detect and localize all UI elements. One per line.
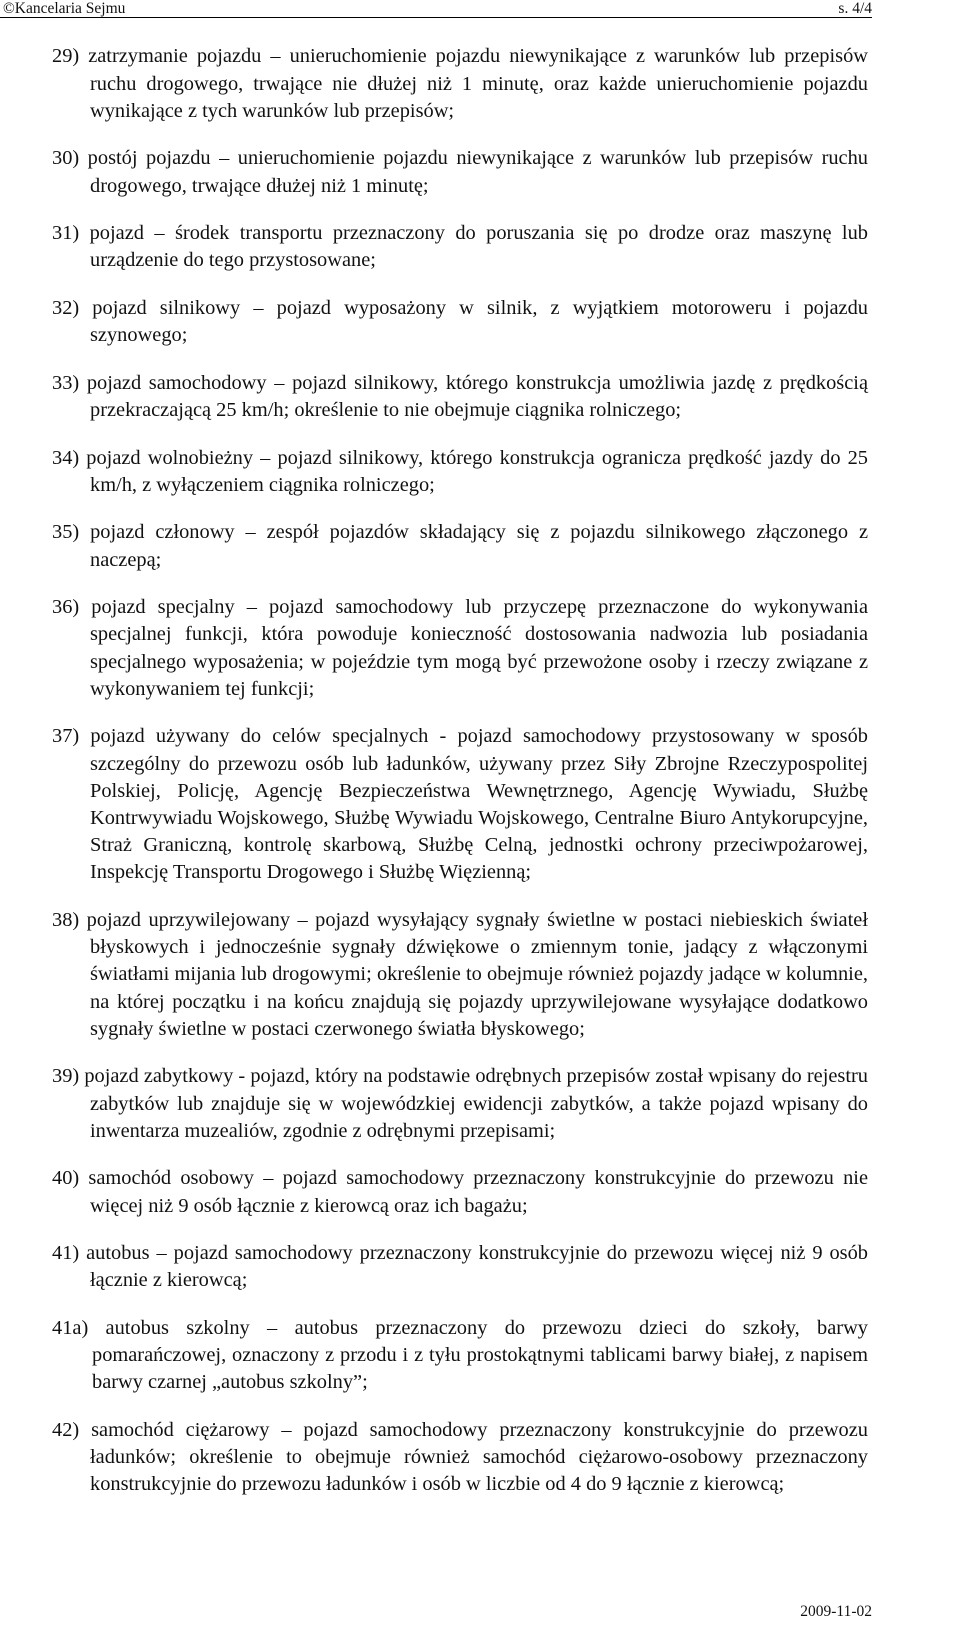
header-page-number: s. 4/4 [838,0,872,17]
definition-item-42: 42) samochód ciężarowy – pojazd samochodowy przeznaczony konstrukcyjnie do przewozu ładunków; określenie to obejmuje również samochód ciężarowo-osobowy przeznaczony konstrukcyjnie do przewozu ładunków i osób w liczbie od 4 do 9 łącznie z kierowcą; [52,1418,868,1496]
definition-item-33: 33) pojazd samochodowy – pojazd silnikowy, którego konstrukcja umożliwia jazdę z prędkością przekraczającą 25 km/h; określenie to nie obejmuje ciągnika rolniczego; [52,371,868,421]
definition-item-37: 37) pojazd używany do celów specjalnych - pojazd samochodowy przystosowany w sposób szczególny do przewozu osób lub ładunków, używany przez Siły Zbrojne Rzeczypospolitej Polskiej, Policję, Agencję Bezpieczeństwa Wewnętrznego, Agencję Wywiadu, Służbę Kontrwywiadu Wojskowego, Służbę Wywiadu Wojskowego, Centralne Biuro Antykorupcyjne, Straż Graniczną, kontrolę skarbową, Służbę Celną, jednostki ochrony przeciwpożarowej, Inspekcję Transportu Drogowego i Służbę Więzienną; [52,725,868,884]
header-divider [0,17,872,18]
definition-item-41: 41) autobus – pojazd samochodowy przeznaczony konstrukcyjnie do przewozu więcej niż 9 osób łącznie z kierowcą; [52,1242,868,1292]
definition-item-38: 38) pojazd uprzywilejowany – pojazd wysyłający sygnały świetlne w postaci niebieskich świateł błyskowych i jednocześnie sygnały dźwiękowe o zmiennym tonie, jadący z włączonymi światłami mijania lub drogowymi; określenie to obejmuje również pojazdy jadące w kolumnie, na której początku i na końcu znajdują się pojazdy uprzywilejowane wysyłające dodatkowo sygnały świetlne w postaci czerwonego światła błyskowego; [52,908,868,1040]
page-header [0,0,960,20]
definition-item-35: 35) pojazd członowy – zespół pojazdów składający się z pojazdu silnikowego złączonego z naczepą; [52,521,868,571]
definition-item-41a: 41a) autobus szkolny – autobus przeznaczony do przewozu dzieci do szkoły, barwy pomarańczowej, oznaczony z przodu i z tyłu prostokątnymi tablicami barwy białej, z napisem barwy czarnej „autobus szkolny”; [52,1316,868,1394]
header-publisher: ©Kancelaria Sejmu [3,0,126,17]
definition-item-39: 39) pojazd zabytkowy - pojazd, który na podstawie odrębnych przepisów został wpisany do rejestru zabytków lub znajduje się w wojewódzkiej ewidencji zabytków, a także pojazd wpisany do inwentarza muzealiów, zgodnie z odrębnymi przepisami; [52,1065,868,1142]
document-body [52,23,868,1510]
definition-item-36: 36) pojazd specjalny – pojazd samochodowy lub przyczepę przeznaczone do wykonywania specjalnej funkcji, która powoduje konieczność dostosowania nadwozia lub posiadania specjalnego wyposażenia; w pojeździe tym mogą być przewożone osoby i rzeczy związane z wykonywaniem tej funkcji; [52,596,868,700]
definition-item-31: 31) pojazd – środek transportu przeznaczony do poruszania się po drodze oraz maszynę lub urządzenie do tego przystosowane; [52,222,868,272]
definition-item-32: 32) pojazd silnikowy – pojazd wyposażony w silnik, z wyjątkiem motoroweru i pojazdu szynowego; [52,296,868,347]
definition-item-29: 29) zatrzymanie pojazdu – unieruchomienie pojazdu niewynikające z warunków lub przepisów ruchu drogowego, trwające nie dłużej niż 1 minutę, oraz każde unieruchomienie pojazdu wynikające z tych warunków lub przepisów; [52,45,868,122]
footer-date: 2009-11-02 [800,1603,872,1620]
definition-item-30: 30) postój pojazdu – unieruchomienie pojazdu niewynikające z warunków lub przepisów ruchu drogowego, trwające dłużej niż 1 minutę; [52,147,868,197]
definition-item-34: 34) pojazd wolnobieżny – pojazd silnikowy, którego konstrukcja ogranicza prędkość jazdy do 25 km/h, z wyłączeniem ciągnika rolniczego; [52,446,868,496]
definition-item-40: 40) samochód osobowy – pojazd samochodowy przeznaczony konstrukcyjnie do przewozu nie więcej niż 9 osób łącznie z kierowcą oraz ich bagażu; [52,1167,868,1217]
